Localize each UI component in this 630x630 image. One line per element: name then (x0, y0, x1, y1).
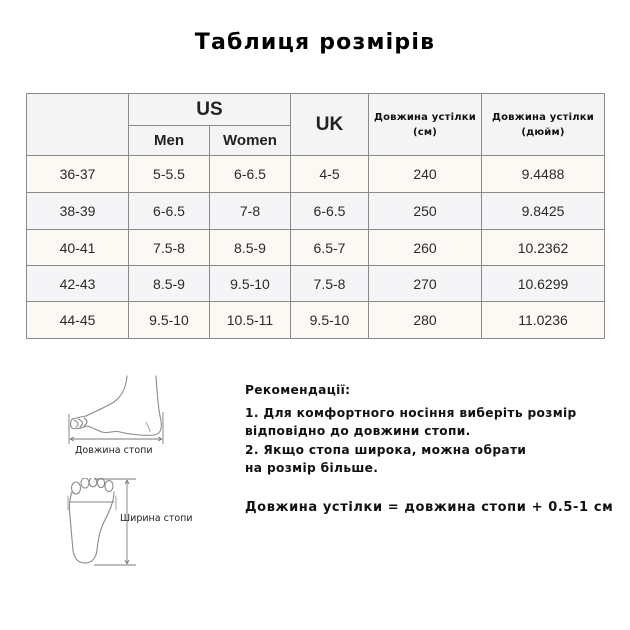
foot-length-label: Довжина стопи (75, 445, 153, 456)
cell-insole-cm: 280 (369, 302, 482, 339)
cell-us-men: 9.5-10 (129, 302, 210, 339)
cell-eu: 38-39 (27, 193, 129, 230)
header-uk: UK (291, 94, 369, 156)
header-eu-size (27, 94, 129, 156)
cell-us-men: 6-6.5 (129, 193, 210, 230)
foot-width-label: Ширина стопи (120, 513, 193, 524)
cell-eu: 42-43 (27, 266, 129, 302)
recommendations-title: Рекомендації: (245, 383, 351, 397)
recommendation-2-line-2: на розмір більше. (245, 461, 379, 475)
header-us: US (129, 94, 291, 126)
header-insole-cm-line1: Довжина устілки (374, 111, 476, 123)
cell-us-women: 8.5-9 (210, 230, 291, 266)
table-row (27, 266, 605, 302)
cell-uk: 6.5-7 (291, 230, 369, 266)
cell-eu: 40-41 (27, 230, 129, 266)
cell-uk: 4-5 (291, 156, 369, 193)
recommendation-2-line-1: 2. Якщо стопа широка, можна обрати (245, 442, 527, 457)
cell-eu: 36-37 (27, 156, 129, 193)
cell-us-women: 6-6.5 (210, 156, 291, 193)
header-insole-inch-line1: Довжина устілки (492, 111, 594, 123)
table-row (27, 302, 605, 339)
size-chart-table (26, 93, 605, 339)
cell-insole-cm: 240 (369, 156, 482, 193)
foot-length-diagram (62, 372, 172, 447)
header-insole-inch-line2: (дюйм) (521, 126, 565, 138)
cell-uk: 9.5-10 (291, 302, 369, 339)
header-insole-cm-line2: (см) (412, 126, 438, 138)
cell-insole-inch: 10.2362 (482, 230, 605, 266)
cell-insole-inch: 9.4488 (482, 156, 605, 193)
recommendations-block (245, 381, 577, 478)
foot-side-view-icon (62, 372, 172, 447)
cell-us-women: 10.5-11 (210, 302, 291, 339)
cell-insole-cm: 250 (369, 193, 482, 230)
cell-us-men: 7.5-8 (129, 230, 210, 266)
cell-uk: 7.5-8 (291, 266, 369, 302)
cell-insole-inch: 10.6299 (482, 266, 605, 302)
header-us-women: Women (210, 126, 291, 156)
header-insole-cm (369, 94, 482, 156)
cell-us-women: 9.5-10 (210, 266, 291, 302)
recommendation-1-line-1: 1. Для комфортного носіння виберіть розмір (245, 405, 577, 420)
cell-insole-cm: 260 (369, 230, 482, 266)
cell-us-men: 5-5.5 (129, 156, 210, 193)
insole-formula: Довжина устілки = довжина стопи + 0.5-1 см (245, 500, 614, 515)
table-row (27, 156, 605, 193)
cell-us-men: 8.5-9 (129, 266, 210, 302)
cell-us-women: 7-8 (210, 193, 291, 230)
cell-insole-inch: 11.0236 (482, 302, 605, 339)
table-row (27, 230, 605, 266)
cell-eu: 44-45 (27, 302, 129, 339)
cell-insole-inch: 9.8425 (482, 193, 605, 230)
header-us-men: Men (129, 126, 210, 156)
cell-insole-cm: 270 (369, 266, 482, 302)
recommendation-1-line-2: відповідно до довжини стопи. (245, 424, 471, 438)
header-insole-inch (482, 94, 605, 156)
cell-uk: 6-6.5 (291, 193, 369, 230)
table-row (27, 193, 605, 230)
page-title: Таблиця розмірів (194, 30, 436, 55)
